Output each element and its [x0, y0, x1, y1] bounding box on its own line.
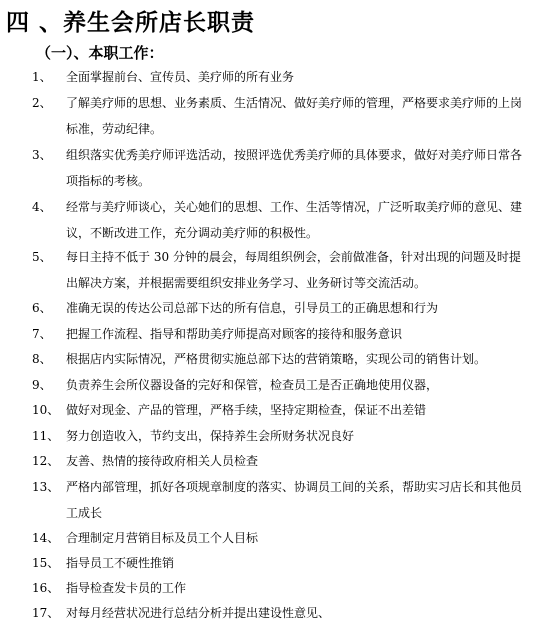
item-number: 9、 [32, 378, 52, 392]
item-text: 严格内部管理，抓好各项规章制度的落实、协调员工间的关系，帮助实习店长和其他员工成长 [66, 480, 523, 520]
item-number: 16、 [32, 581, 60, 595]
item-number: 17、 [32, 606, 60, 620]
item-number: 12、 [32, 454, 60, 468]
item-text: 准确无误的传达公司总部下达的所有信息，引导员工的正确思想和行为 [66, 301, 439, 315]
item-number: 13、 [32, 480, 60, 494]
item-text: 全面掌握前台、宣传员、美疗师的所有业务 [66, 70, 295, 84]
item-text: 对每月经营状况进行总结分析并提出建设性意见、 [66, 606, 331, 620]
item-number: 2、 [32, 96, 52, 110]
item-text: 根据店内实际情况，严格贯彻实施总部下达的营销策略，实现公司的销售计划。 [66, 352, 487, 366]
item-number: 4、 [32, 200, 52, 214]
item-number: 8、 [32, 352, 52, 366]
item-number: 15、 [32, 556, 60, 570]
item-text: 指导检查发卡员的工作 [66, 581, 187, 595]
item-text: 负责养生会所仪器设备的完好和保管，检查员工是否正确地使用仪器， [66, 378, 439, 392]
item-text: 指导员工不硬性推销 [66, 556, 175, 570]
item-number: 10、 [32, 403, 60, 417]
item-text: 每日主持不低于 30 分钟的晨会，每周组织例会，会前做准备，针对出现的问题及时提出解决方案，并根据需要组织安排业务学习、业务研讨等交流活动。 [66, 250, 521, 290]
item-number: 3、 [32, 148, 52, 162]
item-text: 友善、热情的接待政府相关人员检查 [66, 454, 259, 468]
item-number: 1、 [32, 70, 52, 84]
section-heading: （一）、本职工作： [36, 44, 164, 62]
item-text: 经常与美疗师谈心，关心她们的思想、工作、生活等情况，广泛听取美疗师的意见、建议，不断改进工作，充分调动美疗师的积极性。 [66, 200, 523, 240]
page-title: 四 、养生会所店长职责 [6, 10, 256, 36]
item-text: 努力创造收入，节约支出，保持养生会所财务状况良好 [66, 429, 355, 443]
item-text: 组织落实优秀美疗师评选活动，按照评选优秀美疗师的具体要求，做好对美疗师日常各项指标的考核。 [66, 148, 523, 188]
item-text: 了解美疗师的思想、业务素质、生活情况、做好美疗师的管理，严格要求美疗师的上岗标准，劳动纪律。 [66, 96, 523, 136]
item-text: 做好对现金、产品的管理，严格手续，坚持定期检查，保证不出差错 [66, 403, 427, 417]
item-number: 5、 [32, 250, 52, 264]
item-text: 把握工作流程、指导和帮助美疗师提高对顾客的接待和服务意识 [66, 327, 403, 341]
item-number: 14、 [32, 531, 60, 545]
item-number: 7、 [32, 327, 52, 341]
item-number: 6、 [32, 301, 52, 315]
item-text: 合理制定月营销目标及员工个人目标 [66, 531, 259, 545]
item-number: 11、 [32, 429, 60, 443]
